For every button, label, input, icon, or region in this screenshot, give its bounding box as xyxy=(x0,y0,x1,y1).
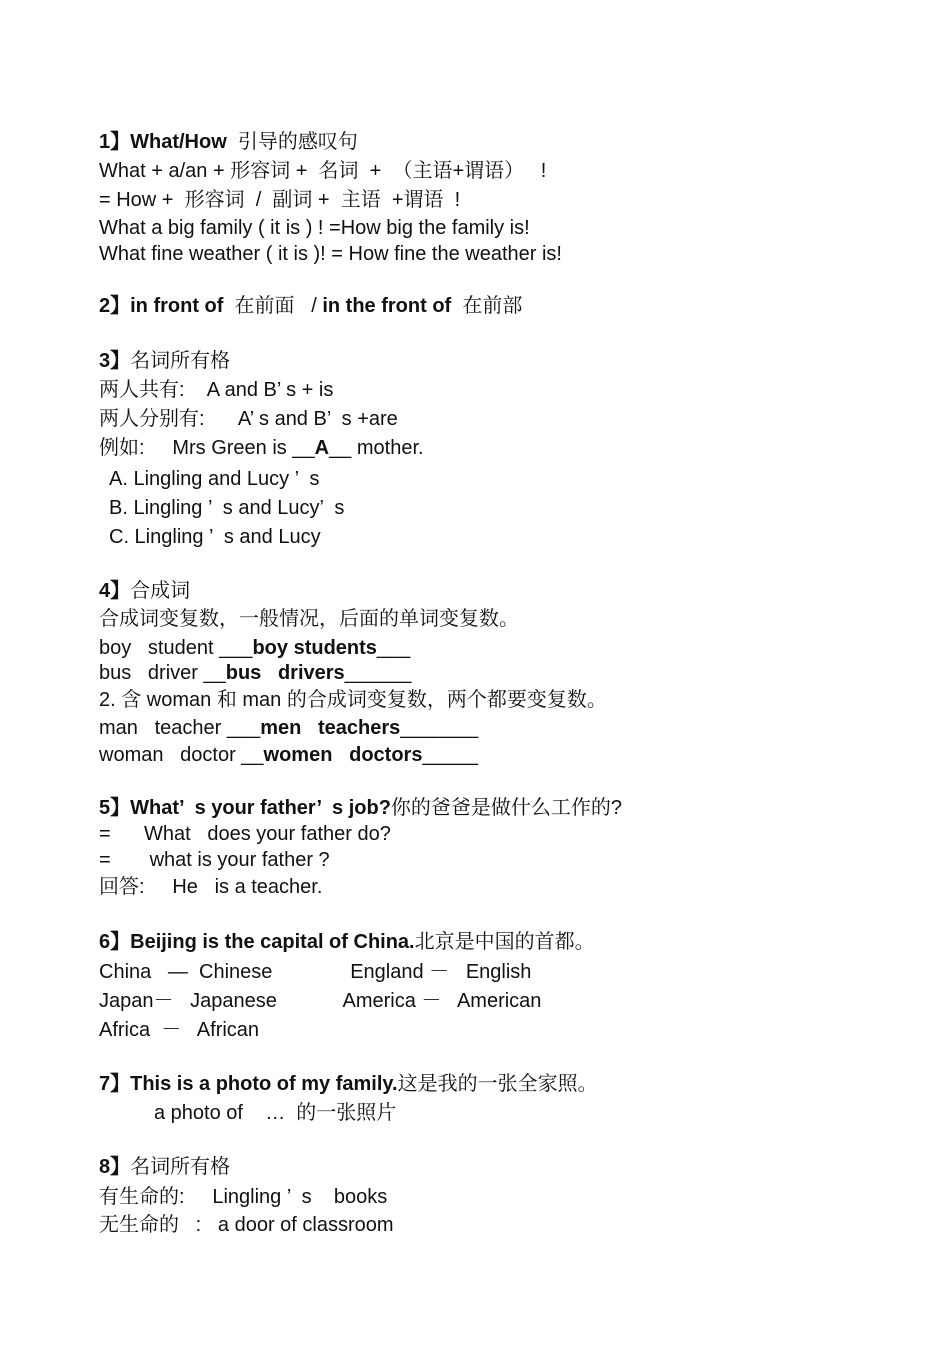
section-number: 2】 xyxy=(99,295,131,317)
country-line: China — Chinese England － English xyxy=(99,961,532,983)
answer: boy students xyxy=(252,637,377,659)
heading-cn: 北京是中国的首都。 xyxy=(414,931,595,953)
heading-cn: 名词所有格 xyxy=(130,1156,231,1178)
example-line: What fine weather ( it is )! = How fine the weather is! xyxy=(99,243,562,265)
equivalent-line: = what is your father ? xyxy=(99,849,330,871)
option-b: B. Lingling ’ s and Lucy’ s xyxy=(109,497,345,519)
option-a: A. Lingling and Lucy ’ s xyxy=(109,468,320,490)
example-question: 例如: Mrs Green is __A__ mother. xyxy=(99,437,424,459)
example-line: man teacher ___men teachers_______ xyxy=(99,717,479,739)
section-6-heading xyxy=(99,930,595,954)
section-7-heading xyxy=(99,1072,598,1096)
example-line: woman doctor __women doctors_____ xyxy=(99,744,479,766)
section-number: 3】 xyxy=(99,350,131,372)
section-1-heading xyxy=(99,130,358,154)
answer: A xyxy=(314,437,330,459)
section-number: 4】 xyxy=(99,580,131,602)
section-number: 6】 xyxy=(99,931,131,953)
heading-text: What’ s your father’ s job? xyxy=(130,797,391,819)
section-3-heading xyxy=(99,349,230,373)
answer: women doctors xyxy=(263,744,423,766)
rule-line: 2. 含 woman 和 man 的合成词变复数，两个都要变复数。 xyxy=(99,689,607,711)
heading-cn: 合成词 xyxy=(130,580,191,602)
heading-cn: 名词所有格 xyxy=(130,350,231,372)
section-2-heading xyxy=(99,294,522,318)
section-number: 5】 xyxy=(99,797,131,819)
formula-line: = How + 形容词 / 副词 + 主语 +谓语 ! xyxy=(99,189,461,211)
phrase-a-cn: 在前面 / xyxy=(223,295,323,317)
heading-cn: 这是我的一张全家照。 xyxy=(397,1073,598,1095)
heading-cn: 你的爸爸是做什么工作的? xyxy=(390,797,623,819)
phrase-b-cn: 在前部 xyxy=(451,295,523,317)
country-line: Africa － African xyxy=(99,1019,260,1041)
section-8-heading xyxy=(99,1155,230,1179)
section-5-heading xyxy=(99,796,622,820)
heading-text: This is a photo of my family. xyxy=(130,1073,398,1095)
section-number: 1】 xyxy=(99,131,131,153)
equivalent-line: = What does your father do? xyxy=(99,823,391,845)
answer: bus drivers xyxy=(225,662,345,684)
country-line: Japan－ Japanese America － American xyxy=(99,990,542,1012)
phrase-b: in the front of xyxy=(322,295,452,317)
example-line: What a big family ( it is ) ! =How big the family is! xyxy=(99,217,530,239)
note-line: a photo of … 的一张照片 xyxy=(154,1102,397,1124)
rule-line: 有生命的: Lingling ’ s books xyxy=(99,1186,388,1208)
rule-line: 无生命的 : a door of classroom xyxy=(99,1214,394,1236)
section-number: 7】 xyxy=(99,1073,131,1095)
phrase-a: in front of xyxy=(130,295,224,317)
heading-text: What/How xyxy=(130,131,227,153)
answer: men teachers xyxy=(260,717,401,739)
option-c: C. Lingling ’ s and Lucy xyxy=(109,526,321,548)
section-4-heading xyxy=(99,579,190,603)
rule-line: 两人分别有: A’ s and B’ s +are xyxy=(99,408,398,430)
answer-line: 回答: He is a teacher. xyxy=(99,876,323,898)
example-line: boy student ___boy students___ xyxy=(99,637,411,659)
formula-line: What + a/an + 形容词 + 名词 + （主语+谓语） ! xyxy=(99,160,547,182)
rule-line: 两人共有: A and B’ s + is xyxy=(99,379,334,401)
heading-text: Beijing is the capital of China. xyxy=(130,931,415,953)
section-number: 8】 xyxy=(99,1156,131,1178)
heading-cn: 引导的感叹句 xyxy=(226,131,358,153)
rule-line: 合成词变复数，一般情况，后面的单词变复数。 xyxy=(99,608,519,630)
example-line: bus driver __bus drivers______ xyxy=(99,662,412,684)
